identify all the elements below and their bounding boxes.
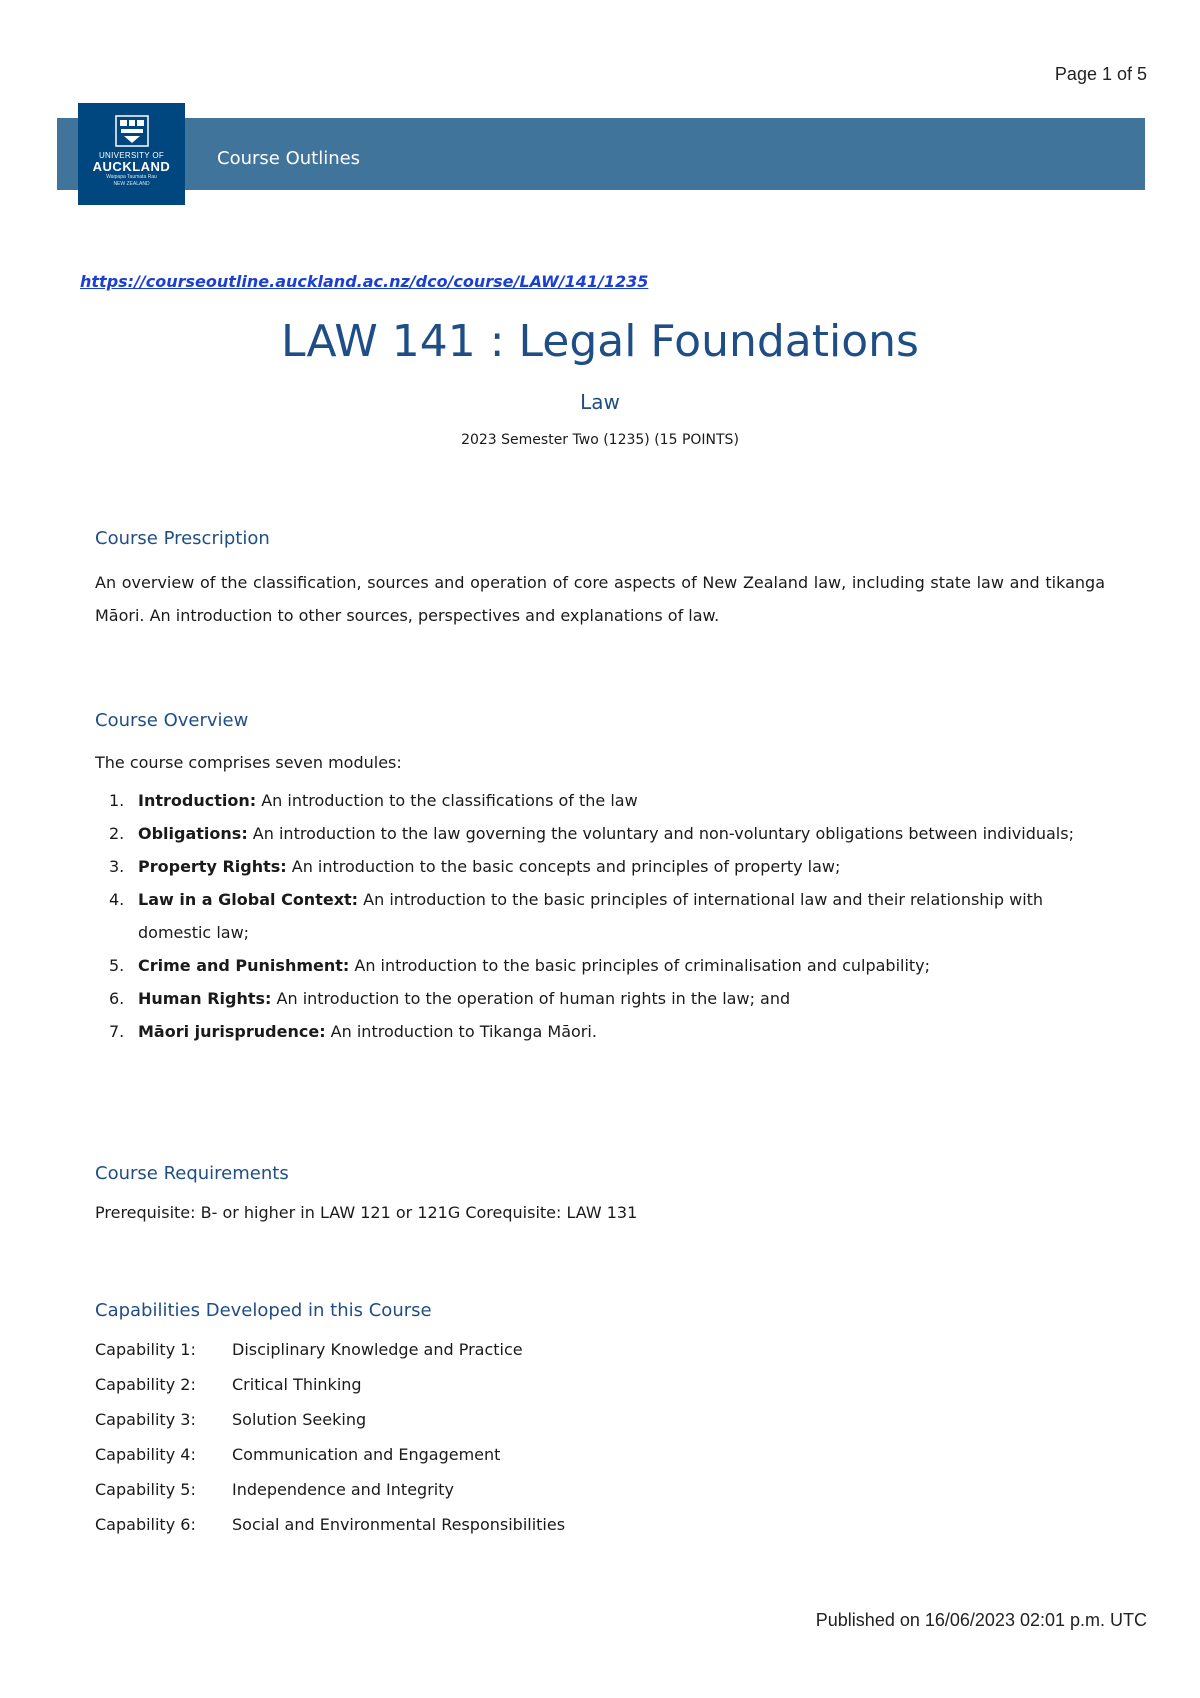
published-footer: Published on 16/06/2023 02:01 p.m. UTC — [815, 1610, 1147, 1630]
module-number: 2. — [109, 824, 125, 843]
module-item — [95, 883, 1105, 949]
requirements-heading: Course Requirements — [95, 1163, 289, 1184]
capability-label: Capability 4: — [95, 1445, 196, 1464]
capability-label: Capability 6: — [95, 1515, 196, 1534]
page-number: Page 1 of 5 — [1054, 64, 1147, 84]
module-description: An introduction to the basic principles of criminalisation and culpability; — [349, 956, 931, 975]
capabilities-table — [95, 1340, 565, 1550]
logo-text-line3: Waipapa Taumata Rau — [106, 174, 157, 180]
module-list — [95, 784, 1105, 1048]
module-number: 5. — [109, 956, 125, 975]
capability-label: Capability 1: — [95, 1340, 196, 1359]
module-name: Māori jurisprudence: — [138, 1022, 326, 1041]
logo-text-line1: UNIVERSITY OF — [98, 151, 165, 160]
course-url-link[interactable]: https://courseoutline.auckland.ac.nz/dco/course/LAW/141/1235 — [80, 272, 649, 291]
capability-value: Solution Seeking — [232, 1410, 367, 1429]
logo-text-line2: AUCKLAND — [92, 159, 171, 174]
module-item — [95, 1015, 1105, 1048]
module-item — [95, 982, 1105, 1015]
capability-value: Independence and Integrity — [232, 1480, 454, 1499]
university-logo — [78, 103, 185, 205]
module-item — [95, 850, 1105, 883]
module-item — [95, 949, 1105, 982]
capability-row — [95, 1445, 565, 1480]
requirements-text: Prerequisite: B- or higher in LAW 121 or 121G Corequisite: LAW 131 — [95, 1203, 638, 1222]
course-title: LAW 141 : Legal Foundations — [281, 316, 919, 367]
module-number: 1. — [109, 791, 125, 810]
capability-value: Critical Thinking — [232, 1375, 362, 1394]
module-name: Obligations: — [138, 824, 248, 843]
capability-value: Communication and Engagement — [232, 1445, 501, 1464]
module-name: Property Rights: — [138, 857, 287, 876]
module-name: Human Rights: — [138, 989, 272, 1008]
course-subject: Law — [580, 390, 620, 414]
module-item — [95, 784, 1105, 817]
capability-value: Social and Environmental Responsibilities — [232, 1515, 566, 1534]
crest-icon — [115, 115, 149, 147]
module-description: An introduction to the operation of human rights in the law; and — [271, 989, 791, 1008]
capability-row — [95, 1340, 565, 1375]
module-description: An introduction to the basic principles of international law and their relationship with domestic law; — [138, 890, 1044, 942]
module-name: Crime and Punishment: — [138, 956, 350, 975]
capability-label: Capability 5: — [95, 1480, 196, 1499]
module-description: An introduction to the basic concepts and principles of property law; — [286, 857, 841, 876]
module-name: Introduction: — [138, 791, 257, 810]
capability-label: Capability 3: — [95, 1410, 196, 1429]
capability-label: Capability 2: — [95, 1375, 196, 1394]
capability-row — [95, 1410, 565, 1445]
prescription-heading: Course Prescription — [95, 528, 270, 549]
module-description: An introduction to the classifications of the law — [256, 791, 638, 810]
module-name: Law in a Global Context: — [138, 890, 359, 909]
course-semester: 2023 Semester Two (1235) (15 POINTS) — [461, 432, 739, 448]
module-description: An introduction to the law governing the voluntary and non-voluntary obligations between individuals; — [247, 824, 1074, 843]
overview-intro: The course comprises seven modules: — [95, 753, 402, 772]
capability-row — [95, 1480, 565, 1515]
capability-value: Disciplinary Knowledge and Practice — [232, 1340, 523, 1359]
module-number: 7. — [109, 1022, 125, 1041]
module-number: 6. — [109, 989, 125, 1008]
module-description: An introduction to Tikanga Māori. — [325, 1022, 597, 1041]
module-number: 3. — [109, 857, 125, 876]
banner-title: Course Outlines — [217, 148, 361, 169]
module-number: 4. — [109, 890, 125, 909]
prescription-text: An overview of the classification, sources and operation of core aspects of New Zealand law, including state law and tikanga Māori. An introduction to other sources, perspectives and explanations of law. — [95, 573, 1105, 625]
capability-row — [95, 1375, 565, 1410]
capabilities-heading: Capabilities Developed in this Course — [95, 1300, 432, 1321]
capability-row — [95, 1515, 565, 1550]
module-item — [95, 817, 1105, 850]
overview-heading: Course Overview — [95, 710, 249, 731]
logo-text-line4: NEW ZEALAND — [113, 181, 150, 187]
